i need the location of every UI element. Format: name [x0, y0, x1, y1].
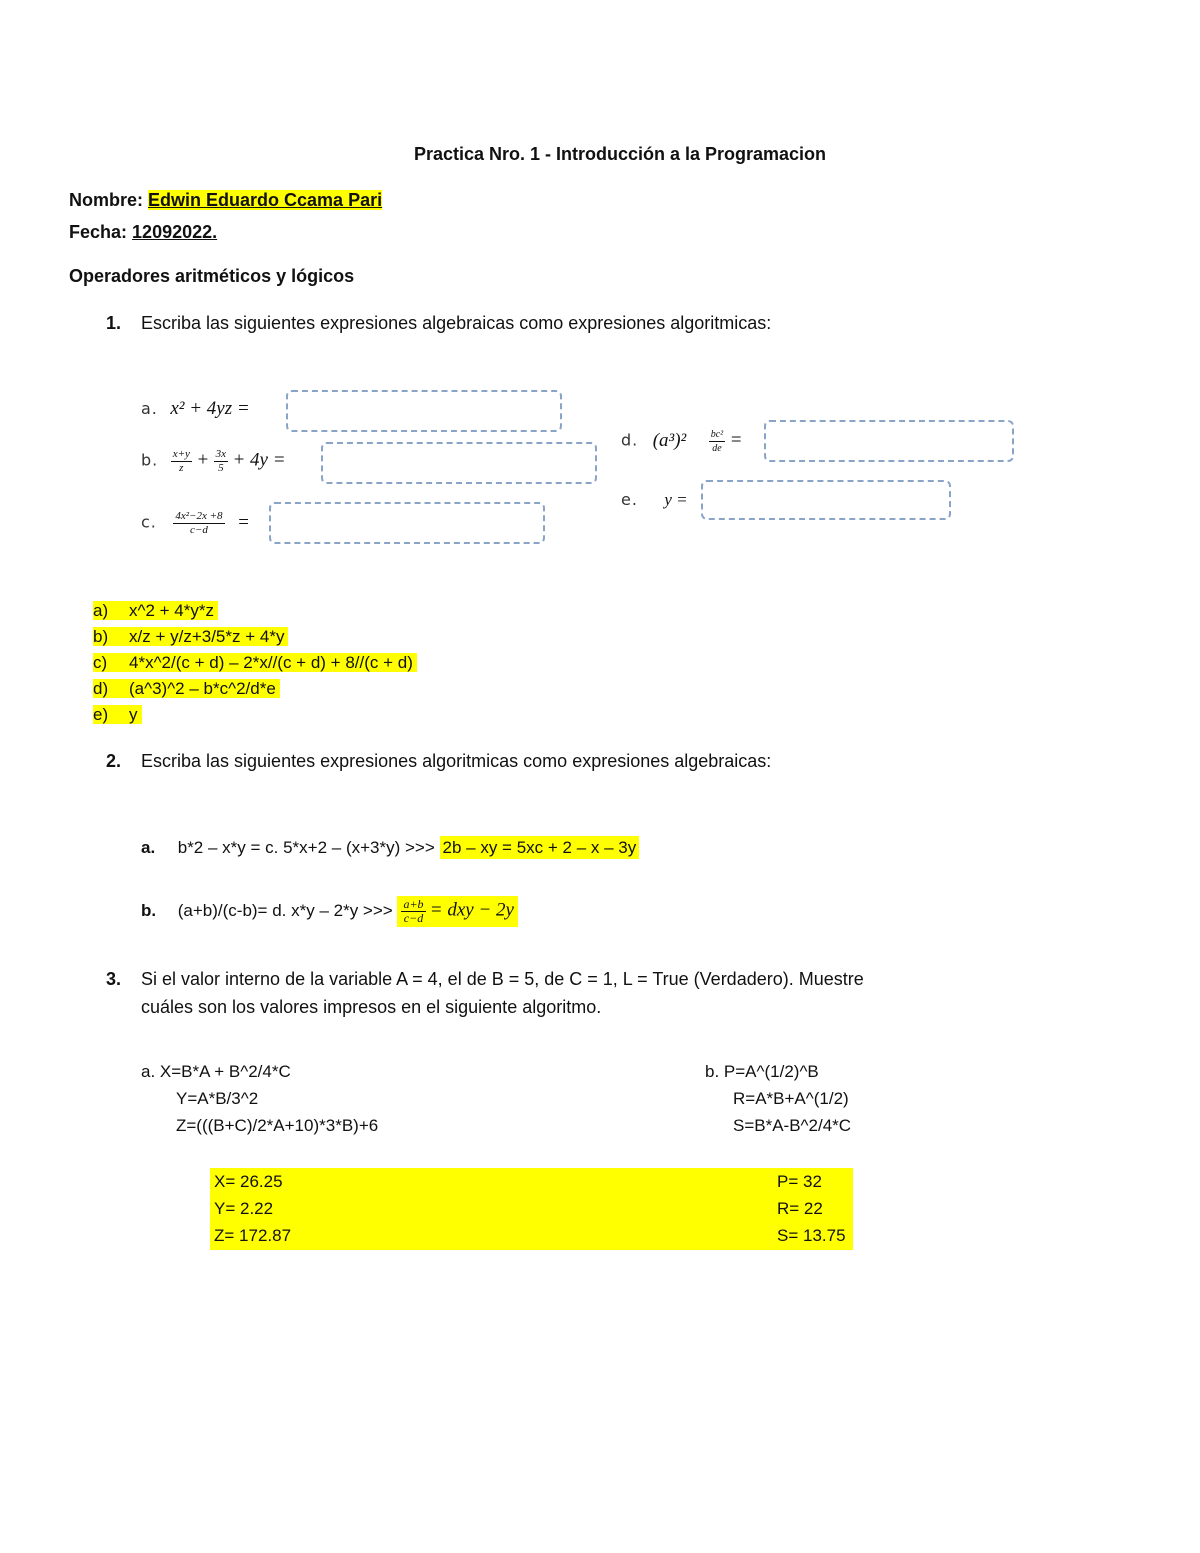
q1-e-label: e.	[621, 490, 638, 509]
q2-a-label: a.	[141, 838, 156, 857]
q1-answer-b-label: b)	[93, 627, 109, 646]
q1-b-f1-num: x+y	[172, 448, 190, 460]
q1-answer-e	[93, 702, 417, 728]
q1-a-expr: x² + 4yz =	[170, 398, 250, 419]
q1-b-fraction-1	[171, 448, 192, 475]
q3-b-line-2: R=A*B+A^(1/2)	[733, 1089, 849, 1108]
q1-d-expr: (a³)²	[652, 429, 687, 451]
q1-answer-b-text: x/z + y/z+3/5*z + 4*y	[129, 627, 285, 646]
q1-item-c	[141, 510, 250, 537]
q3-number: 3.	[106, 969, 122, 989]
q1-answers	[93, 598, 417, 728]
date-value: 12092022.	[132, 222, 218, 242]
q1-b-f2-num: 3x	[215, 448, 227, 460]
q2-text: Escriba las siguientes expresiones algoritmicas como expresiones algebraicas:	[141, 751, 772, 771]
q3-algorithm-a	[141, 1058, 378, 1139]
q3-result-x: X= 26.25	[214, 1172, 283, 1191]
q2-number: 2.	[106, 751, 122, 771]
q1-answer-e-label: e)	[93, 705, 109, 724]
q2-b-ans-num: a+b	[403, 897, 424, 911]
q3-line-1: Si el valor interno de la variable A = 4, el de B = 5, de C = 1, L = True (Verdadero). Muestre	[141, 969, 864, 989]
q1-item-b	[141, 448, 286, 475]
q3-result-r: R= 22	[777, 1199, 823, 1218]
q1-a-answer-box[interactable]	[286, 390, 562, 432]
q1-b-f2-den: 5	[218, 462, 224, 474]
q1-b-plus: +	[196, 449, 210, 471]
q1-c-den: c−d	[190, 524, 208, 536]
name-label: Nombre:	[69, 190, 144, 210]
q1-answer-b	[93, 624, 417, 650]
section-title: Operadores aritméticos y lógicos	[69, 266, 355, 286]
name-line	[69, 190, 382, 211]
q2-b-text: (a+b)/(c-b)= d. x*y – 2*y >>>	[177, 900, 393, 920]
q1-d-num: bc²	[710, 429, 724, 440]
q2-a-text: b*2 – x*y = c. 5*x+2 – (x+3*y) >>>	[177, 838, 435, 857]
q2-b-answer-fraction	[401, 898, 425, 925]
q1-text: Escriba las siguientes expresiones algebraicas como expresiones algoritmicas:	[141, 313, 772, 333]
q1-d-den: de	[712, 443, 722, 454]
q1-b-fraction-2	[214, 448, 228, 475]
page-title: Practica Nro. 1 - Introducción a la Programacion	[413, 144, 827, 164]
q1-item-e	[621, 490, 688, 510]
q1-number: 1.	[106, 313, 122, 333]
q1-e-answer-box[interactable]	[701, 480, 951, 520]
q2-b-label: b.	[141, 900, 157, 920]
q3-result-z: Z= 172.87	[214, 1226, 292, 1245]
q1-answer-c-text: 4*x^2/(c + d) – 2*x//(c + d) + 8//(c + d)	[129, 653, 413, 672]
q1-item-d	[621, 428, 742, 455]
q1-d-eq: =	[729, 429, 743, 451]
q3-result-p: P= 32	[777, 1172, 822, 1191]
q2-a-answer: 2b – xy = 5xc + 2 – x – 3y	[440, 836, 640, 859]
q1-c-label: c.	[141, 512, 157, 532]
q3-a-line-1: a. X=B*A + B^2/4*C	[141, 1062, 291, 1081]
q3-results-block	[210, 1168, 853, 1250]
q3-a-line-2: Y=A*B/3^2	[176, 1089, 259, 1108]
q3-results-right	[777, 1168, 846, 1249]
q1-answer-e-text: y	[129, 705, 138, 724]
q3-b-line-3: S=B*A-B^2/4*C	[733, 1116, 852, 1135]
q2-b-ans-rest: = dxy − 2y	[429, 899, 514, 921]
q3-result-s: S= 13.75	[777, 1226, 846, 1245]
q1-answer-a-text: x^2 + 4*y*z	[129, 601, 214, 620]
q1-c-answer-box[interactable]	[269, 502, 545, 544]
q1-d-label: d.	[621, 430, 639, 450]
q2-item-b	[141, 896, 518, 927]
name-value: Edwin Eduardo Ccama Pari	[148, 190, 383, 210]
q1-answer-c	[93, 650, 417, 676]
q1-d-fraction	[709, 428, 725, 455]
q3-line-2: cuáles son los valores impresos en el siguiente algoritmo.	[141, 997, 602, 1017]
q1-item-a	[141, 398, 250, 420]
date-label: Fecha:	[69, 222, 128, 242]
q1-b-answer-box[interactable]	[321, 442, 597, 484]
q1-a-label: a.	[141, 399, 158, 418]
q2-item-a	[141, 838, 639, 858]
date-line	[69, 222, 217, 243]
q1-c-fraction	[173, 510, 224, 537]
q3-algorithm-b	[705, 1058, 851, 1139]
q3-b-line-1: b. P=A^(1/2)^B	[705, 1062, 819, 1081]
q3-result-y: Y= 2.22	[214, 1199, 274, 1218]
q1-c-eq: =	[236, 511, 250, 533]
q3-a-line-3: Z=(((B+C)/2*A+10)*3*B)+6	[176, 1116, 379, 1135]
q1-answer-a-label: a)	[93, 601, 109, 620]
q1-b-f1-den: z	[179, 462, 184, 474]
q1-b-rest: + 4y =	[232, 449, 286, 471]
q1-answer-d	[93, 676, 417, 702]
q1-answer-d-label: d)	[93, 679, 109, 698]
q1-answer-c-label: c)	[93, 653, 108, 672]
q1-c-num: 4x²−2x +8	[175, 510, 223, 522]
q1-d-answer-box[interactable]	[764, 420, 1014, 462]
q1-b-label: b.	[141, 450, 159, 470]
q1-answer-a	[93, 598, 417, 624]
q3-results-left	[214, 1168, 291, 1249]
q2-b-answer	[397, 896, 518, 927]
q2-b-ans-den: c−d	[403, 911, 424, 925]
q1-e-expr: y =	[664, 490, 688, 509]
q1-answer-d-text: (a^3)^2 – b*c^2/d*e	[129, 679, 276, 698]
